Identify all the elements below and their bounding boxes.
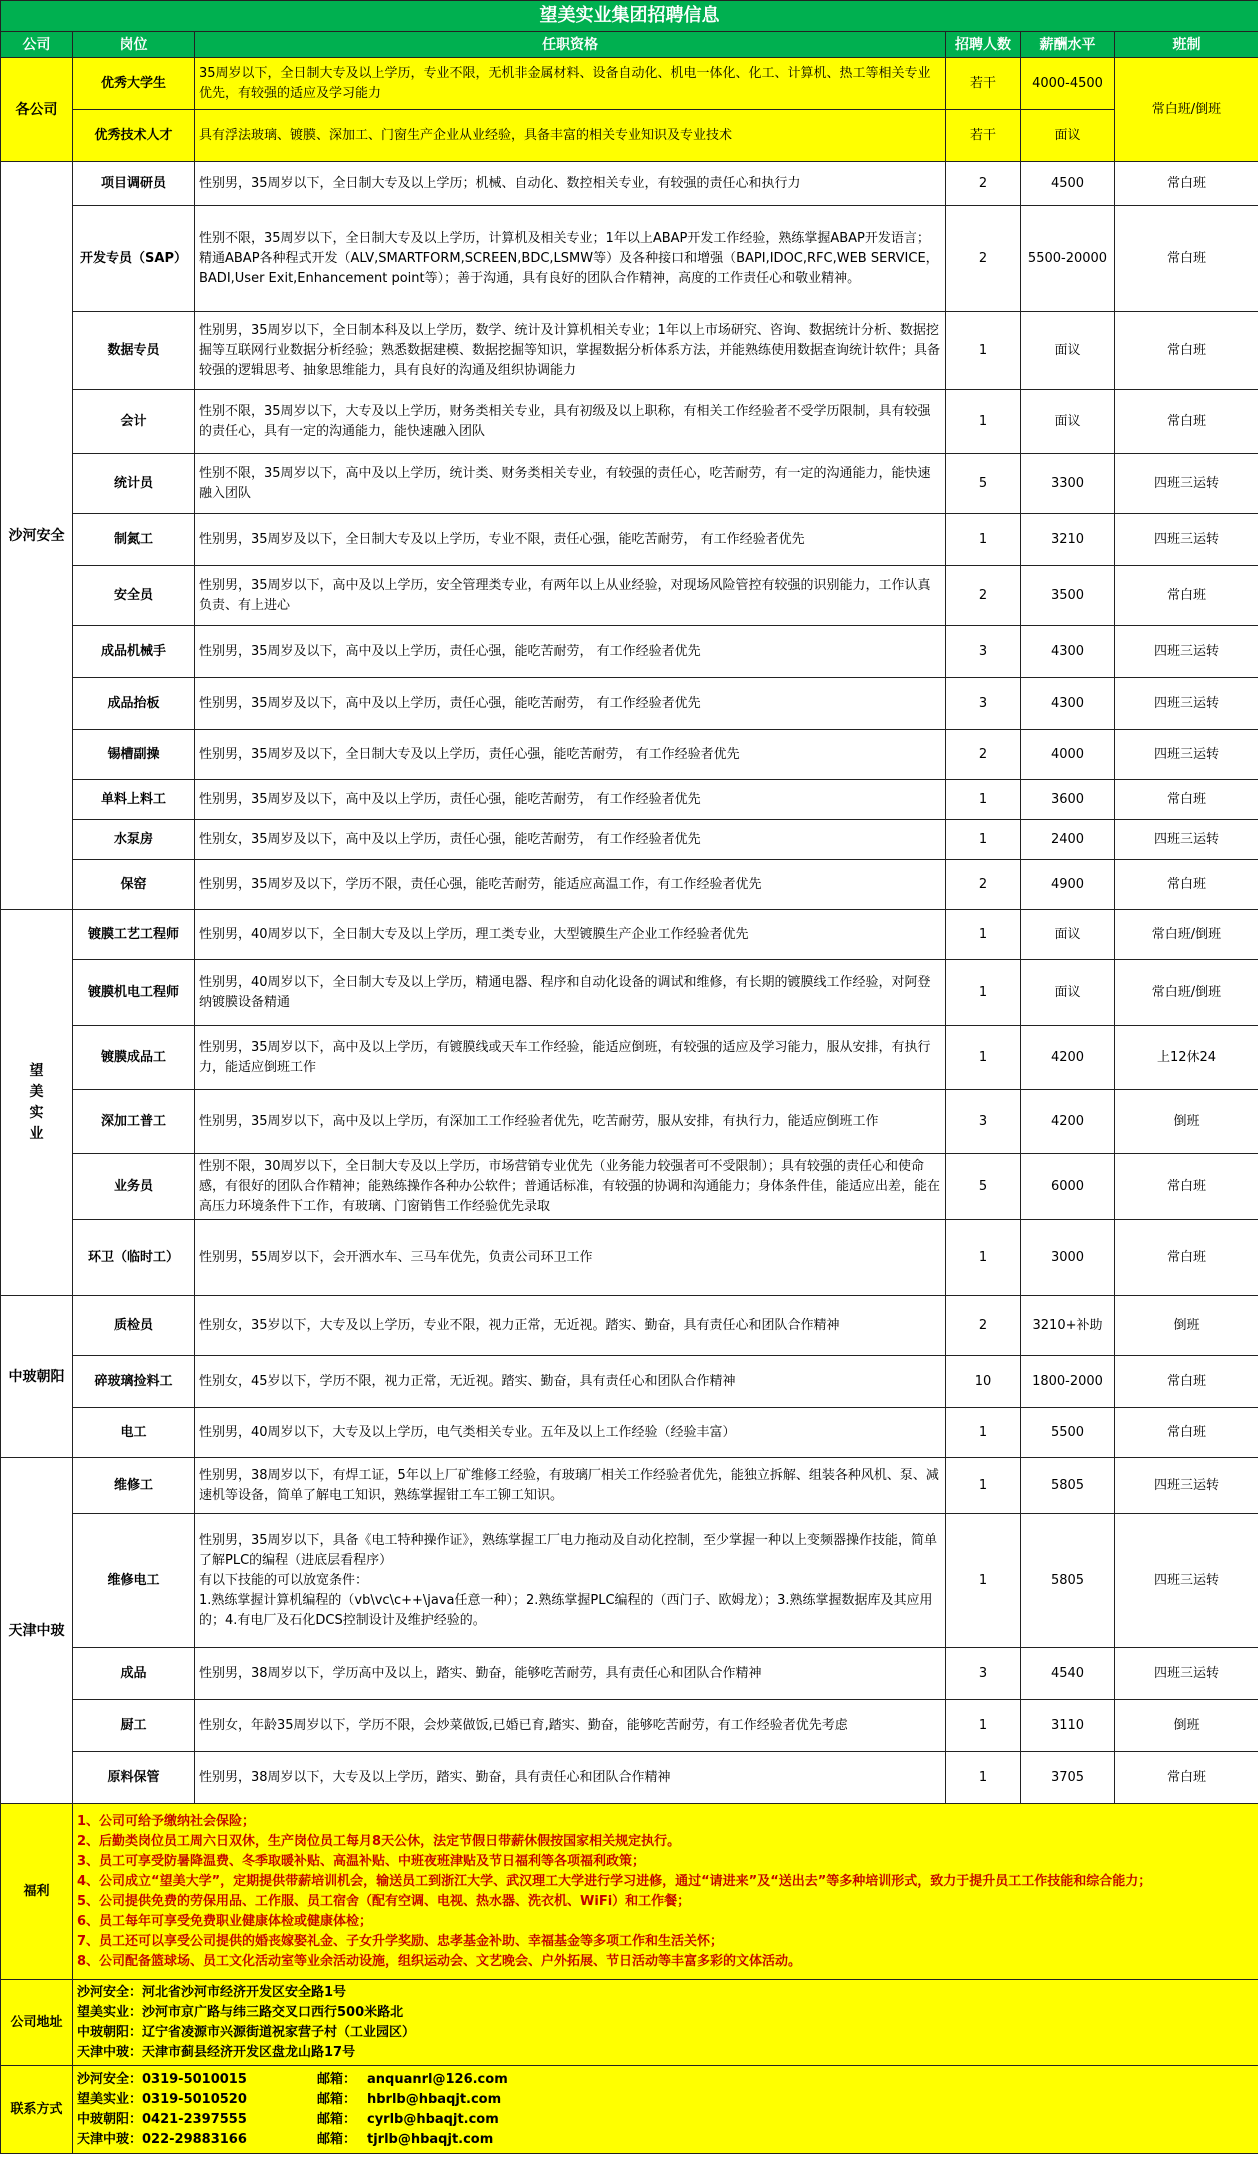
count-cell: 1 bbox=[946, 1752, 1021, 1804]
position-cell: 原料保管 bbox=[73, 1752, 195, 1804]
count-cell: 2 bbox=[946, 206, 1021, 312]
count-cell: 1 bbox=[946, 1458, 1021, 1514]
salary-cell: 3110 bbox=[1021, 1700, 1115, 1752]
position-cell: 优秀技术人才 bbox=[73, 110, 195, 162]
count-cell: 3 bbox=[946, 626, 1021, 678]
company-cell: 中玻朝阳 bbox=[1, 1296, 73, 1458]
position-cell: 安全员 bbox=[73, 566, 195, 626]
position-cell: 环卫（临时工） bbox=[73, 1220, 195, 1296]
position-cell: 深加工普工 bbox=[73, 1090, 195, 1154]
position-cell: 水泵房 bbox=[73, 820, 195, 860]
benefit-item: 1、公司可给予缴纳社会保险； bbox=[77, 1813, 256, 1829]
count-cell: 2 bbox=[946, 162, 1021, 206]
table-row bbox=[1, 1648, 1258, 1700]
count-cell: 若干 bbox=[946, 58, 1021, 110]
count-cell: 3 bbox=[946, 678, 1021, 730]
position-cell: 成品机械手 bbox=[73, 626, 195, 678]
requirements-cell: 性别男，40周岁以下，全日制大专及以上学历，精通电器、程序和自动化设备的调试和维修，有长期的镀膜线工作经验，对阿登纳镀膜设备精通 bbox=[195, 960, 946, 1026]
table-row bbox=[1, 162, 1258, 206]
salary-cell: 4500 bbox=[1021, 162, 1115, 206]
contact-phone: 中玻朝阳：0421-2397555 bbox=[77, 2111, 247, 2127]
requirements-cell bbox=[195, 1514, 946, 1648]
shift-cell: 常白班/倒班 bbox=[1115, 960, 1258, 1026]
contact-item bbox=[77, 2070, 1254, 2090]
requirements-cell: 具有浮法玻璃、镀膜、深加工、门窗生产企业从业经验，具备丰富的相关专业知识及专业技术 bbox=[195, 110, 946, 162]
requirements-cell: 性别男，38周岁以下，大专及以上学历，踏实、勤奋，具有责任心和团队合作精神 bbox=[195, 1752, 946, 1804]
count-cell: 1 bbox=[946, 780, 1021, 820]
shift-cell: 四班三运转 bbox=[1115, 1458, 1258, 1514]
count-cell: 3 bbox=[946, 1090, 1021, 1154]
requirements-cell: 35周岁以下，全日制大专及以上学历，专业不限，无机非金属材料、设备自动化、机电一体化、化工、计算机、热工等相关专业优先，有较强的适应及学习能力 bbox=[195, 58, 946, 110]
salary-cell: 3210 bbox=[1021, 514, 1115, 566]
table-row bbox=[1, 730, 1258, 780]
requirements-cell: 性别男，35周岁及以下，全日制大专及以上学历，责任心强，能吃苦耐劳， 有工作经验者优先 bbox=[195, 730, 946, 780]
table-row bbox=[1, 780, 1258, 820]
shift-cell: 倒班 bbox=[1115, 1296, 1258, 1356]
table-row bbox=[1, 1220, 1258, 1296]
shift-cell: 常白班 bbox=[1115, 860, 1258, 910]
table-row bbox=[1, 820, 1258, 860]
requirements-cell: 性别女，35周岁及以下，高中及以上学历，责任心强，能吃苦耐劳， 有工作经验者优先 bbox=[195, 820, 946, 860]
salary-cell: 5805 bbox=[1021, 1514, 1115, 1648]
position-cell: 业务员 bbox=[73, 1154, 195, 1220]
position-cell: 锡槽副操 bbox=[73, 730, 195, 780]
position-cell: 统计员 bbox=[73, 454, 195, 514]
count-cell: 1 bbox=[946, 910, 1021, 960]
requirements-line: 性别男，35周岁以下，具备《电工特种操作证》，熟练掌握工厂电力拖动及自动化控制，至少掌握一种以上变频器操作技能，简单了解PLC的编程（进底层看程序） bbox=[199, 1532, 938, 1568]
count-cell: 5 bbox=[946, 454, 1021, 514]
count-cell: 1 bbox=[946, 820, 1021, 860]
shift-cell: 四班三运转 bbox=[1115, 820, 1258, 860]
email-label: 邮箱： bbox=[317, 2091, 357, 2107]
table-row bbox=[1, 1154, 1258, 1220]
salary-cell: 4300 bbox=[1021, 626, 1115, 678]
salary-cell: 面议 bbox=[1021, 110, 1115, 162]
table-row bbox=[1, 1700, 1258, 1752]
position-cell: 镀膜成品工 bbox=[73, 1026, 195, 1090]
salary-cell: 5805 bbox=[1021, 1458, 1115, 1514]
benefit-item: 6、员工每年可享受免费职业健康体检或健康体检； bbox=[77, 1913, 373, 1929]
shift-cell: 四班三运转 bbox=[1115, 514, 1258, 566]
requirements-cell: 性别男，35周岁以下，全日制大专及以上学历；机械、自动化、数控相关专业，有较强的责任心和执行力 bbox=[195, 162, 946, 206]
requirements-cell: 性别女，45岁以下，学历不限，视力正常，无近视。踏实、勤奋，具有责任心和团队合作精神 bbox=[195, 1356, 946, 1408]
requirements-cell: 性别男，35周岁以下，全日制本科及以上学历，数学、统计及计算机相关专业；1年以上市场研究、咨询、数据统计分析、数据挖掘等互联网行业数据分析经验；熟悉数据建模、数据挖掘等知识，掌握数据分析体系方法，并能熟练使用数据查询统计软件；具备较强的逻辑思考、抽象思维能力，具有良好的沟通及组织协调能力 bbox=[195, 312, 946, 390]
shift-cell: 上12休24 bbox=[1115, 1026, 1258, 1090]
position-cell: 成品 bbox=[73, 1648, 195, 1700]
table-row bbox=[1, 1752, 1258, 1804]
benefit-item: 7、员工还可以享受公司提供的婚丧嫁娶礼金、子女升学奖励、忠孝基金补助、幸福基金等多项工作和生活关怀； bbox=[77, 1933, 724, 1949]
shift-cell: 四班三运转 bbox=[1115, 454, 1258, 514]
position-cell: 制氮工 bbox=[73, 514, 195, 566]
salary-cell: 5500-20000 bbox=[1021, 206, 1115, 312]
position-cell: 碎玻璃捡料工 bbox=[73, 1356, 195, 1408]
count-cell: 3 bbox=[946, 1648, 1021, 1700]
requirements-cell: 性别男，35周岁及以下，学历不限，责任心强，能吃苦耐劳，能适应高温工作，有工作经验者优先 bbox=[195, 860, 946, 910]
salary-cell: 5500 bbox=[1021, 1408, 1115, 1458]
header-count: 招聘人数 bbox=[946, 32, 1021, 58]
benefit-item: 8、公司配备篮球场、员工文化活动室等业余活动设施，组织运动会、文艺晚会、户外拓展、节日活动等丰富多彩的文体活动。 bbox=[77, 1953, 802, 1969]
salary-cell: 面议 bbox=[1021, 390, 1115, 454]
requirements-cell: 性别男，35周岁及以下，高中及以上学历，责任心强，能吃苦耐劳， 有工作经验者优先 bbox=[195, 678, 946, 730]
salary-cell: 3300 bbox=[1021, 454, 1115, 514]
salary-cell: 3210+补助 bbox=[1021, 1296, 1115, 1356]
position-cell: 电工 bbox=[73, 1408, 195, 1458]
requirements-cell: 性别男，35周岁及以下，高中及以上学历，责任心强，能吃苦耐劳， 有工作经验者优先 bbox=[195, 626, 946, 678]
count-cell: 1 bbox=[946, 960, 1021, 1026]
requirements-cell: 性别男，35周岁及以下，全日制大专及以上学历，专业不限，责任心强，能吃苦耐劳， 有工作经验者优先 bbox=[195, 514, 946, 566]
count-cell: 2 bbox=[946, 566, 1021, 626]
table-row bbox=[1, 312, 1258, 390]
position-cell: 质检员 bbox=[73, 1296, 195, 1356]
position-cell: 维修工 bbox=[73, 1458, 195, 1514]
table-row bbox=[1, 566, 1258, 626]
contact-email-link[interactable]: cyrlb@hbaqjt.com bbox=[367, 2111, 499, 2127]
salary-cell: 4900 bbox=[1021, 860, 1115, 910]
position-cell: 维修电工 bbox=[73, 1514, 195, 1648]
count-cell: 5 bbox=[946, 1154, 1021, 1220]
salary-cell: 4000 bbox=[1021, 730, 1115, 780]
shift-cell: 常白班 bbox=[1115, 162, 1258, 206]
position-cell: 优秀大学生 bbox=[73, 58, 195, 110]
salary-cell: 4300 bbox=[1021, 678, 1115, 730]
salary-cell: 4540 bbox=[1021, 1648, 1115, 1700]
requirements-cell: 性别男，35周岁及以下，高中及以上学历，责任心强，能吃苦耐劳， 有工作经验者优先 bbox=[195, 780, 946, 820]
benefits-label: 福利 bbox=[1, 1804, 73, 1980]
count-cell: 1 bbox=[946, 390, 1021, 454]
benefit-item: 3、员工可享受防暑降温费、冬季取暖补贴、高温补贴、中班夜班津贴及节日福利等各项福利政策； bbox=[77, 1853, 646, 1869]
address-item: 天津中玻：天津市蓟县经济开发区盘龙山路17号 bbox=[77, 2044, 356, 2060]
shift-cell: 常白班 bbox=[1115, 390, 1258, 454]
shift-cell: 四班三运转 bbox=[1115, 678, 1258, 730]
company-cell: 天津中玻 bbox=[1, 1458, 73, 1804]
contact-item bbox=[77, 2110, 1254, 2130]
address-item: 望美实业：沙河市京广路与纬三路交叉口西行500米路北 bbox=[77, 2004, 404, 2020]
salary-cell: 3000 bbox=[1021, 1220, 1115, 1296]
contact-row bbox=[1, 2066, 1258, 2154]
table-row bbox=[1, 206, 1258, 312]
contact-phone: 沙河安全：0319-5010015 bbox=[77, 2071, 247, 2087]
shift-cell: 四班三运转 bbox=[1115, 730, 1258, 780]
contact-email-link[interactable]: hbrlb@hbaqjt.com bbox=[367, 2091, 502, 2107]
requirements-cell: 性别男，55周岁以下，会开洒水车、三马车优先，负责公司环卫工作 bbox=[195, 1220, 946, 1296]
header-row bbox=[1, 32, 1258, 58]
position-cell: 保窑 bbox=[73, 860, 195, 910]
company-cell: 沙河安全 bbox=[1, 162, 73, 910]
shift-cell: 四班三运转 bbox=[1115, 1648, 1258, 1700]
position-cell: 镀膜机电工程师 bbox=[73, 960, 195, 1026]
count-cell: 2 bbox=[946, 860, 1021, 910]
benefits-content bbox=[73, 1804, 1258, 1980]
requirements-cell: 性别男，35周岁以下，高中及以上学历，有深加工工作经验者优先，吃苦耐劳，服从安排，有执行力，能适应倒班工作 bbox=[195, 1090, 946, 1154]
recruitment-table-body bbox=[1, 1, 1258, 2154]
requirements-cell: 性别不限，35周岁以下，高中及以上学历，统计类、财务类相关专业，有较强的责任心，吃苦耐劳，有一定的沟通能力，能快速融入团队 bbox=[195, 454, 946, 514]
position-cell: 成品抬板 bbox=[73, 678, 195, 730]
address-item: 沙河安全：河北省沙河市经济开发区安全路1号 bbox=[77, 1984, 347, 2000]
position-cell: 会计 bbox=[73, 390, 195, 454]
salary-cell: 6000 bbox=[1021, 1154, 1115, 1220]
shift-cell: 常白班 bbox=[1115, 1752, 1258, 1804]
header-position: 岗位 bbox=[73, 32, 195, 58]
company-cell: 各公司 bbox=[1, 58, 73, 162]
count-cell: 2 bbox=[946, 1296, 1021, 1356]
table-row bbox=[1, 860, 1258, 910]
requirements-cell: 性别不限，35周岁以下，全日制大专及以上学历，计算机及相关专业；1年以上ABAP开发工作经验，熟练掌握ABAP开发语言；精通ABAP各种程式开发（ALV,SMARTFORM,SCREEN,BDC,LSMW等）及各种接口和增强（BAPI,IDOC,RFC,WEB SERVICE，BADI,User Exit,Enhancement point等）；善于沟通，具有良好的团队合作精神，高度的工作责任心和敬业精神。 bbox=[195, 206, 946, 312]
salary-cell: 4200 bbox=[1021, 1026, 1115, 1090]
header-salary: 薪酬水平 bbox=[1021, 32, 1115, 58]
table-row bbox=[1, 626, 1258, 678]
count-cell: 2 bbox=[946, 730, 1021, 780]
address-content bbox=[73, 1980, 1258, 2066]
table-row bbox=[1, 110, 1258, 162]
table-row bbox=[1, 514, 1258, 566]
count-cell: 1 bbox=[946, 1700, 1021, 1752]
contact-email-link[interactable]: anquanrl@126.com bbox=[367, 2071, 508, 2087]
contact-item bbox=[77, 2090, 1254, 2110]
contact-phone: 天津中玻：022-29883166 bbox=[77, 2131, 247, 2147]
address-label: 公司地址 bbox=[1, 1980, 73, 2066]
requirements-cell: 性别男，40周岁以下，全日制大专及以上学历，理工类专业，大型镀膜生产企业工作经验者优先 bbox=[195, 910, 946, 960]
benefit-item: 4、公司成立“望美大学”，定期提供带薪培训机会，输送员工到浙江大学、武汉理工大学进行学习进修，通过“请进来”及“送出去”等多种培训形式，致力于提升员工工作技能和综合能力； bbox=[77, 1873, 1152, 1889]
company-cell bbox=[1, 910, 73, 1296]
requirements-cell: 性别女，年龄35周岁以下，学历不限，会炒菜做饭,已婚已育,踏实、勤奋，能够吃苦耐劳，有工作经验者优先考虑 bbox=[195, 1700, 946, 1752]
shift-cell: 倒班 bbox=[1115, 1090, 1258, 1154]
shift-cell: 四班三运转 bbox=[1115, 1514, 1258, 1648]
salary-cell: 3500 bbox=[1021, 566, 1115, 626]
requirements-cell: 性别男，38周岁以下，有焊工证，5年以上厂矿维修工经验，有玻璃厂相关工作经验者优先，能独立拆解、组装各种风机、泵、减速机等设备，简单了解电工知识，熟练掌握钳工车工铆工知识。 bbox=[195, 1458, 946, 1514]
shift-cell: 常白班 bbox=[1115, 1356, 1258, 1408]
table-row bbox=[1, 1356, 1258, 1408]
requirements-cell: 性别不限，35周岁以下，大专及以上学历，财务类相关专业，具有初级及以上职称，有相关工作经验者不受学历限制，具有较强的责任心，具有一定的沟通能力，能快速融入团队 bbox=[195, 390, 946, 454]
position-cell: 镀膜工艺工程师 bbox=[73, 910, 195, 960]
salary-cell: 面议 bbox=[1021, 960, 1115, 1026]
shift-cell: 常白班 bbox=[1115, 566, 1258, 626]
count-cell: 1 bbox=[946, 514, 1021, 566]
contact-item bbox=[77, 2130, 1254, 2150]
benefit-item: 2、后勤类岗位员工周六日双休，生产岗位员工每月8天公休，法定节假日带薪休假按国家相关规定执行。 bbox=[77, 1833, 681, 1849]
table-row bbox=[1, 1026, 1258, 1090]
table-row bbox=[1, 454, 1258, 514]
email-label: 邮箱： bbox=[317, 2071, 357, 2087]
shift-cell: 常白班 bbox=[1115, 1408, 1258, 1458]
address-item: 中玻朝阳：辽宁省凌源市兴源街道祝家营子村（工业园区） bbox=[77, 2024, 416, 2040]
benefit-item: 5、公司提供免费的劳保用品、工作服、员工宿舍（配有空调、电视、热水器、洗衣机、WiFi）和工作餐； bbox=[77, 1893, 691, 1909]
header-company: 公司 bbox=[1, 32, 73, 58]
table-row bbox=[1, 1296, 1258, 1356]
shift-cell: 常白班/倒班 bbox=[1115, 58, 1258, 162]
requirements-line: 有以下技能的可以放宽条件： bbox=[199, 1572, 369, 1588]
requirements-cell: 性别男，35周岁以下，高中及以上学历，安全管理类专业，有两年以上从业经验，对现场风险管控有较强的识别能力，工作认真负责、有上进心 bbox=[195, 566, 946, 626]
salary-cell: 4200 bbox=[1021, 1090, 1115, 1154]
company-name: 望美实业 bbox=[29, 1062, 44, 1142]
table-row bbox=[1, 1458, 1258, 1514]
title-row bbox=[1, 1, 1258, 32]
shift-cell: 常白班 bbox=[1115, 312, 1258, 390]
requirements-cell: 性别男，38周岁以下，学历高中及以上，踏实、勤奋，能够吃苦耐劳，具有责任心和团队合作精神 bbox=[195, 1648, 946, 1700]
shift-cell: 四班三运转 bbox=[1115, 626, 1258, 678]
contact-email-link[interactable]: tjrlb@hbaqjt.com bbox=[367, 2131, 494, 2147]
position-cell: 厨工 bbox=[73, 1700, 195, 1752]
page-title: 望美实业集团招聘信息 bbox=[1, 1, 1258, 32]
requirements-line: 1.熟练掌握计算机编程的（vb\vc\c++\java任意一种）；2.熟练掌握PLC编程的（西门子、欧姆龙）；3.熟练掌握数据库及其应用的；4.有电厂及石化DCS控制设计及维护经验的。 bbox=[199, 1592, 933, 1628]
shift-cell: 常白班/倒班 bbox=[1115, 910, 1258, 960]
salary-cell: 1800-2000 bbox=[1021, 1356, 1115, 1408]
count-cell: 1 bbox=[946, 1408, 1021, 1458]
salary-cell: 3705 bbox=[1021, 1752, 1115, 1804]
table-row bbox=[1, 1514, 1258, 1648]
email-label: 邮箱： bbox=[317, 2111, 357, 2127]
salary-cell: 面议 bbox=[1021, 910, 1115, 960]
count-cell: 若干 bbox=[946, 110, 1021, 162]
position-cell: 开发专员（SAP） bbox=[73, 206, 195, 312]
shift-cell: 倒班 bbox=[1115, 1700, 1258, 1752]
requirements-cell: 性别男，40周岁以下，大专及以上学历，电气类相关专业。五年及以上工作经验（经验丰富） bbox=[195, 1408, 946, 1458]
requirements-cell: 性别男，35周岁以下，高中及以上学历，有镀膜线或天车工作经验，能适应倒班，有较强的适应及学习能力，服从安排，有执行力，能适应倒班工作 bbox=[195, 1026, 946, 1090]
position-cell: 单料上料工 bbox=[73, 780, 195, 820]
table-row bbox=[1, 960, 1258, 1026]
email-label: 邮箱： bbox=[317, 2131, 357, 2147]
contact-label: 联系方式 bbox=[1, 2066, 73, 2154]
shift-cell: 常白班 bbox=[1115, 1220, 1258, 1296]
salary-cell: 3600 bbox=[1021, 780, 1115, 820]
table-row bbox=[1, 390, 1258, 454]
address-row bbox=[1, 1980, 1258, 2066]
salary-cell: 4000-4500 bbox=[1021, 58, 1115, 110]
contact-content bbox=[73, 2066, 1258, 2154]
header-requirements: 任职资格 bbox=[195, 32, 946, 58]
shift-cell: 常白班 bbox=[1115, 206, 1258, 312]
shift-cell: 常白班 bbox=[1115, 1154, 1258, 1220]
position-cell: 数据专员 bbox=[73, 312, 195, 390]
count-cell: 1 bbox=[946, 1220, 1021, 1296]
table-row bbox=[1, 678, 1258, 730]
table-row bbox=[1, 58, 1258, 110]
salary-cell: 2400 bbox=[1021, 820, 1115, 860]
requirements-cell: 性别女，35岁以下，大专及以上学历，专业不限，视力正常，无近视。踏实、勤奋，具有责任心和团队合作精神 bbox=[195, 1296, 946, 1356]
position-cell: 项目调研员 bbox=[73, 162, 195, 206]
benefits-row bbox=[1, 1804, 1258, 1980]
table-row bbox=[1, 1090, 1258, 1154]
requirements-cell: 性别不限，30周岁以下，全日制大专及以上学历，市场营销专业优先（业务能力较强者可不受限制）；具有较强的责任心和使命感，有很好的团队合作精神；能熟练操作各种办公软件；普通话标准，有较强的协调和沟通能力；身体条件佳，能适应出差，能在高压力环境条件下工作，有玻璃、门窗销售工作经验优先录取 bbox=[195, 1154, 946, 1220]
count-cell: 1 bbox=[946, 312, 1021, 390]
shift-cell: 常白班 bbox=[1115, 780, 1258, 820]
count-cell: 1 bbox=[946, 1514, 1021, 1648]
salary-cell: 面议 bbox=[1021, 312, 1115, 390]
contact-phone: 望美实业：0319-5010520 bbox=[77, 2091, 247, 2107]
count-cell: 10 bbox=[946, 1356, 1021, 1408]
table-row bbox=[1, 910, 1258, 960]
header-shift: 班制 bbox=[1115, 32, 1258, 58]
table-row bbox=[1, 1408, 1258, 1458]
count-cell: 1 bbox=[946, 1026, 1021, 1090]
